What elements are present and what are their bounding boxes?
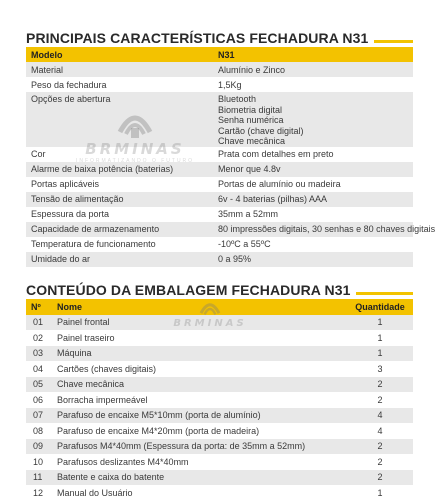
package-row <box>26 315 413 331</box>
spec-label: Capacidade de armazenamento <box>31 224 160 235</box>
item-number: 06 <box>33 394 44 405</box>
spec-label: Material <box>31 64 64 75</box>
item-name: Máquina <box>57 348 92 359</box>
specs-row <box>26 252 413 267</box>
spec-label: Tensão de alimentação <box>31 194 124 205</box>
package-table <box>26 299 413 501</box>
specs-table <box>26 47 436 267</box>
specs-row <box>26 192 413 207</box>
spec-value: 6v - 4 baterias (pilhas) AAA <box>218 194 328 205</box>
specs-row <box>26 62 413 77</box>
spec-label: Cor <box>31 149 46 160</box>
item-quantity: 1 <box>377 487 383 498</box>
package-header-num: Nº <box>31 301 41 312</box>
spec-value: Alumínio e Zinco <box>218 64 286 75</box>
item-quantity: 1 <box>377 317 383 328</box>
specs-row <box>26 222 413 237</box>
specs-row <box>26 147 413 162</box>
package-row <box>26 423 413 439</box>
specs-header-label: Modelo <box>31 49 63 60</box>
package-header-qty: Quantidade <box>355 301 405 312</box>
item-name: Painel frontal <box>57 317 110 328</box>
item-number: 04 <box>33 363 44 374</box>
item-name: Parafuso de encaixe M4*20mm (porta de madeira) <box>57 425 260 436</box>
item-name: Manual do Usuário <box>57 487 133 498</box>
spec-value: 1,5Kg <box>218 79 242 90</box>
item-quantity: 1 <box>377 332 383 343</box>
specs-header-value: N31 <box>218 49 235 60</box>
item-quantity: 2 <box>377 394 383 405</box>
package-row <box>26 377 413 393</box>
package-row <box>26 485 413 501</box>
package-header-row <box>26 299 413 315</box>
spec-label: Alarme de baixa potência (baterias) <box>31 164 174 175</box>
item-number: 08 <box>33 425 44 436</box>
title-underline <box>374 40 413 43</box>
watermark-subtitle: INFORMATIZANDO O FUTURO <box>75 158 195 164</box>
specs-section <box>26 28 436 267</box>
item-quantity: 4 <box>377 410 383 421</box>
spec-label: Espessura da porta <box>31 209 110 220</box>
item-name: Cartões (chaves digitais) <box>57 363 157 374</box>
title-underline <box>356 292 413 295</box>
item-name: Parafusos deslizantes M4*40mm <box>57 456 189 467</box>
opening-option: Cartão (chave digital) <box>218 125 304 136</box>
item-quantity: 4 <box>377 425 383 436</box>
spec-value: Portas de alumínio ou madeira <box>218 179 341 190</box>
spec-value: 0 a 95% <box>218 254 252 265</box>
item-number: 02 <box>33 332 44 343</box>
item-number: 11 <box>33 472 43 483</box>
item-number: 03 <box>33 348 44 359</box>
opening-option: Chave mecânica <box>218 136 286 147</box>
item-name: Painel traseiro <box>57 332 115 343</box>
package-row <box>26 346 413 362</box>
package-title-row <box>26 280 413 298</box>
item-name: Borracha impermeável <box>57 394 148 405</box>
package-row <box>26 454 413 470</box>
item-name: Chave mecânica <box>57 379 125 390</box>
spec-value: 35mm a 52mm <box>218 209 279 220</box>
package-row <box>26 330 413 346</box>
specs-header-row <box>26 47 413 62</box>
item-quantity: 2 <box>377 441 383 452</box>
specs-row <box>26 207 413 222</box>
spec-label: Umidade do ar <box>31 254 91 265</box>
package-row <box>26 408 413 424</box>
item-quantity: 1 <box>377 348 383 359</box>
item-number: 07 <box>33 410 44 421</box>
opening-option: Senha numérica <box>218 115 284 126</box>
package-title: CONTEÚDO DA EMBALAGEM FECHADURA N31 <box>26 282 351 298</box>
specs-row <box>26 177 413 192</box>
item-quantity: 3 <box>377 363 383 374</box>
spec-label: Portas aplicáveis <box>31 179 100 190</box>
spec-value: Prata com detalhes em preto <box>218 149 334 160</box>
opening-option: Bluetooth <box>218 94 257 104</box>
spec-label: Peso da fechadura <box>31 79 107 90</box>
opening-options-list <box>218 94 408 147</box>
watermark-brand: BRMINAS <box>173 318 247 329</box>
item-number: 01 <box>33 317 44 328</box>
specs-row <box>26 92 413 147</box>
specs-title-row <box>26 28 413 46</box>
opening-option: Biometria digital <box>218 104 283 115</box>
package-row <box>26 361 413 377</box>
item-quantity: 2 <box>377 456 383 467</box>
item-name: Parafusos M4*40mm (Espessura da porta: de 35mm a 52mm) <box>57 441 306 452</box>
package-header-name: Nome <box>57 301 83 312</box>
specs-row <box>26 162 413 177</box>
package-section <box>26 280 413 501</box>
item-number: 12 <box>33 487 44 498</box>
item-number: 10 <box>33 456 44 467</box>
spec-label: Opções de abertura <box>31 94 111 104</box>
spec-label: Temperatura de funcionamento <box>31 239 156 250</box>
spec-value: -10ºC a 55ºC <box>218 239 271 250</box>
item-name: Batente e caixa do batente <box>57 472 165 483</box>
item-number: 09 <box>33 441 44 452</box>
specs-row <box>26 77 413 92</box>
package-row <box>26 439 413 455</box>
item-quantity: 2 <box>377 379 383 390</box>
item-quantity: 2 <box>377 472 383 483</box>
spec-value <box>213 92 413 147</box>
specs-row <box>26 237 413 252</box>
spec-value: 80 impressões digitais, 30 senhas e 80 chaves digitais <box>218 224 436 235</box>
watermark-brand: BRMINAS <box>85 140 185 158</box>
package-row <box>26 392 413 408</box>
specs-title: PRINCIPAIS CARACTERÍSTICAS FECHADURA N31 <box>26 30 369 46</box>
package-row <box>26 470 413 486</box>
item-number: 05 <box>33 379 44 390</box>
spec-value: Menor que 4.8v <box>218 164 281 175</box>
item-name: Parafuso de encaixe M5*10mm (porta de alumínio) <box>57 410 261 421</box>
